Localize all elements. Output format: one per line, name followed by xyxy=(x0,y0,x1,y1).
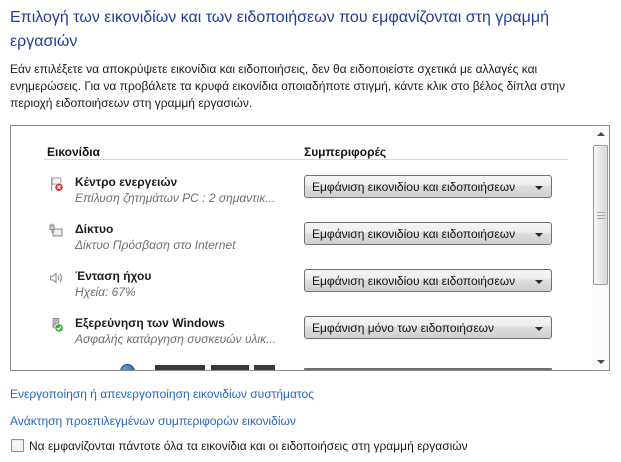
link-restore-default-behaviors[interactable]: Ανάκτηση προεπιλεγμένων συμπεριφορών εικονιδίων xyxy=(10,414,296,428)
chevron-down-icon xyxy=(535,280,543,284)
list-item-volume xyxy=(11,264,609,311)
behavior-selected-value: Εμφάνιση εικονιδίου και ειδοποιήσεων xyxy=(312,274,516,288)
list-item-network xyxy=(11,217,609,264)
partial-list-item xyxy=(11,358,609,371)
notification-items-panel xyxy=(10,125,610,371)
item-description: Ηχεία: 67% xyxy=(75,285,136,299)
item-description: Δίκτυο Πρόσβαση στο Internet xyxy=(75,238,236,252)
item-description: Ασφαλής κατάργηση συσκευών υλικ... xyxy=(75,332,277,346)
usb-safely-remove-icon xyxy=(48,317,64,333)
link-system-icons-on-off[interactable]: Ενεργοποίηση ή απενεργοποίηση εικονιδίων συστήματος xyxy=(10,387,314,401)
chevron-down-icon xyxy=(535,233,543,237)
volume-icon xyxy=(48,270,64,286)
behavior-dropdown-action-center[interactable] xyxy=(304,175,552,198)
action-center-flag-icon xyxy=(48,176,64,192)
behavior-selected-value: Εμφάνιση μόνο των ειδοποιήσεων xyxy=(312,321,495,335)
scroll-down-arrow-icon xyxy=(597,360,605,364)
page-title: Επιλογή των εικονιδίων και των ειδοποιήσεων που εμφανίζονται στη γραμμή εργασιών xyxy=(10,9,549,50)
partial-behavior-dropdown[interactable] xyxy=(304,368,552,371)
always-show-all-icons-label[interactable]: Να εμφανίζονται πάντοτε όλα τα εικονίδια και οι ειδοποιήσεις στη γραμμή εργασιών xyxy=(29,439,468,453)
partial-item-icon xyxy=(120,364,135,371)
scroll-up-arrow-icon xyxy=(597,132,605,136)
vertical-scrollbar[interactable] xyxy=(592,126,609,370)
behavior-dropdown-volume[interactable] xyxy=(304,269,552,292)
item-name: Κέντρο ενεργειών xyxy=(75,175,178,189)
scrollbar-thumb[interactable] xyxy=(593,145,608,285)
item-name: Δίκτυο xyxy=(75,222,114,236)
column-header-behaviors: Συμπεριφορές xyxy=(304,145,387,159)
page-description: Εάν επιλέξετε να αποκρύψετε εικονίδια και ειδοποιήσεις, δεν θα ειδοποιείστε σχετικά με αλλαγές και ενημερώσεις. Για να προβάλετε τα κρυφά εικονίδια οποιαδήποτε στιγμή, κάντε κλικ στο βέλος δίπλα στην περιοχή ειδοποιήσεων στη γραμμή εργασιών. xyxy=(10,62,566,110)
network-icon xyxy=(48,223,64,239)
chevron-down-icon xyxy=(535,186,543,190)
behavior-dropdown-network[interactable] xyxy=(304,222,552,245)
header-separator xyxy=(44,159,568,160)
item-name: Ένταση ήχου xyxy=(75,269,152,283)
behavior-selected-value: Εμφάνιση εικονιδίου και ειδοποιήσεων xyxy=(312,180,516,194)
column-header-icons: Εικονίδια xyxy=(47,145,100,159)
scrollbar-grip-icon xyxy=(597,212,605,219)
chevron-down-icon xyxy=(535,327,543,331)
item-description: Επίλυση ζητημάτων PC : 2 σημαντικ... xyxy=(75,191,276,205)
scroll-down-button[interactable] xyxy=(592,353,609,370)
partial-item-text xyxy=(155,365,275,370)
scroll-up-button[interactable] xyxy=(592,126,609,143)
item-name: Εξερεύνηση των Windows xyxy=(75,316,225,330)
list-item-action-center xyxy=(11,170,609,217)
behavior-selected-value: Εμφάνιση εικονιδίου και ειδοποιήσεων xyxy=(312,227,516,241)
list-item-windows-explorer xyxy=(11,311,609,358)
behavior-dropdown-windows-explorer[interactable] xyxy=(304,316,552,339)
always-show-all-icons-checkbox[interactable] xyxy=(11,439,24,452)
